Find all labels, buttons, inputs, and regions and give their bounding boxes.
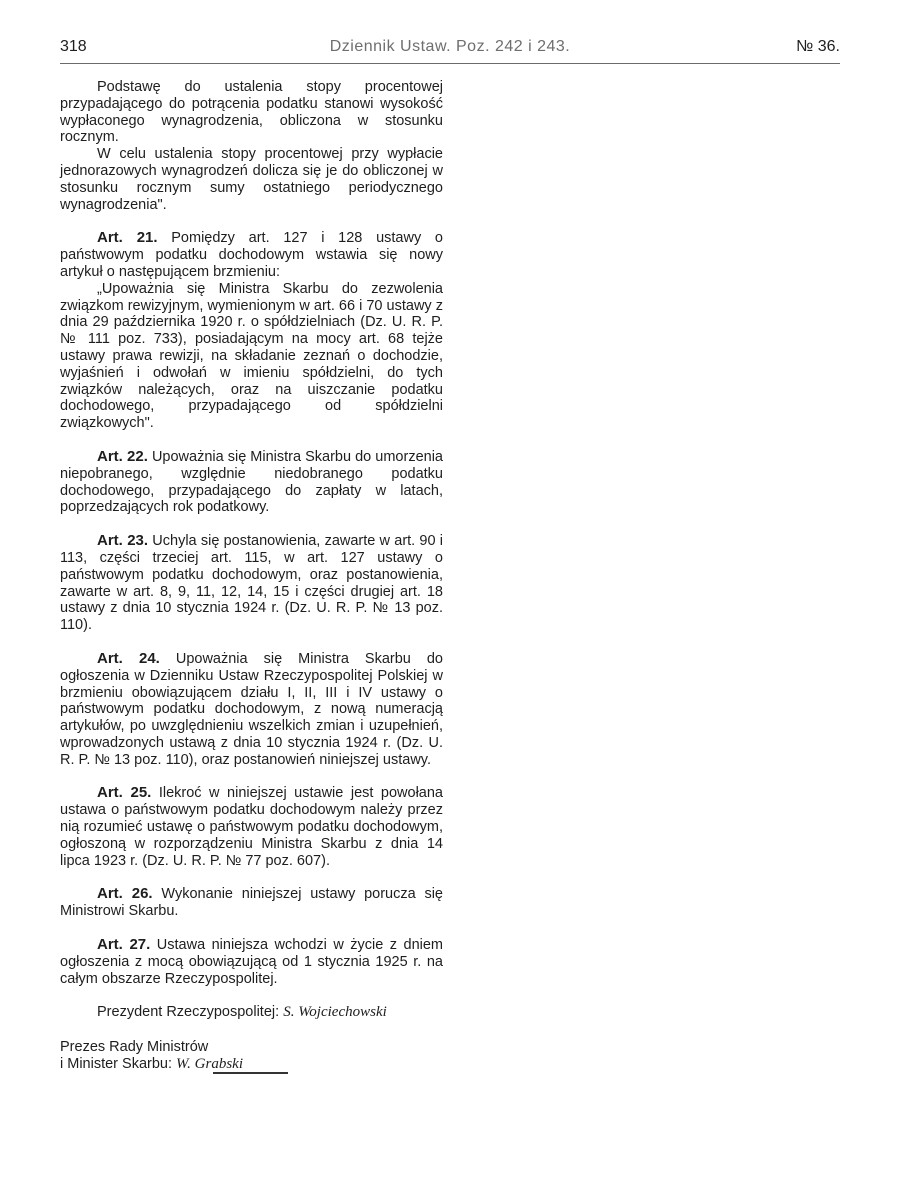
paragraph: W celu ustalenia stopy procentowej przy wypłacie jednorazowych wynagrodzeń dolicza się je do obliczonej w stosunku rocznym sumy ostatniego periodycznego wynagrodzenia". <box>60 146 443 213</box>
article-22 <box>60 449 443 516</box>
body-text <box>60 79 443 1073</box>
article-text: Ustawa niniejsza wchodzi w życie z dniem ogłoszenia z mocą obowiązującą od 1 stycznia 1925 r. na całym obszarze Rzeczypospolitej. <box>60 937 444 987</box>
article-27 <box>60 937 443 987</box>
article-26 <box>60 886 443 920</box>
signature-name: W. Grabski <box>176 1056 243 1073</box>
article-text: Upoważnia się Ministra Skarbu do umorzenia niepobranego, względnie niedobranego podatku dochodowego, przypadającego do zapłaty w latach, poprzedzających rok podatkowy. <box>60 448 443 516</box>
article-text: Pomiędzy art. 127 i 128 ustawy o państwowym podatku dochodowym wstawia się nowy artykuł o następującem brzmieniu: <box>60 230 443 280</box>
president-signature <box>60 1004 443 1021</box>
article-label: Art. 25. <box>97 784 152 802</box>
paragraph: Podstawę do ustalenia stopy procentowej przypadającego do potrącenia podatku stanowi wysokość wypłaconego wynagrodzenia, obliczona w stosunku rocznym. <box>60 79 443 146</box>
premier-title: Prezes Rady Ministrów <box>60 1039 209 1056</box>
article-text: Upoważnia się Ministra Skarbu do ogłoszenia w Dzienniku Ustaw Rzeczypospolitej Polskiej w brzmieniu obowiązującem działu I, II, III i IV ustawy o państwowym podatku dochodowym, z nową numeracją artykułów, po uwzględnieniu wszelkich zmian i uzupełnień, wprowadzonych ustawą z dnia 10 stycznia 1924 r. (Dz. U. R. P. № 13 poz. 110), oraz postanowień niniejszej ustawy. <box>60 650 443 768</box>
article-label: Art. 23. <box>97 532 149 550</box>
signature-label: Prezydent Rzeczypospolitej: <box>97 1004 280 1021</box>
issue-number: № 36. <box>796 38 840 55</box>
article-label: Art. 26. <box>97 885 153 903</box>
article-text: Ilekroć w niniejszej ustawie jest powołana ustawa o państwowym podatku dochodowym należy przez nią rozumieć ustawę o państwowym podatku dochodowym, ogłoszoną w rozporządzeniu Ministra Skarbu z dnia 14 lipca 1923 r. (Dz. U. R. P. № 77 poz. 607). <box>60 785 443 869</box>
article-24 <box>60 651 443 769</box>
article-label: Art. 22. <box>97 447 148 465</box>
article-23 <box>60 533 443 634</box>
journal-title: Dziennik Ustaw. Poz. 242 i 243. <box>329 38 571 55</box>
article-25 <box>60 785 443 869</box>
signature-label: i Minister Skarbu: <box>60 1056 173 1073</box>
closing-rule <box>213 1072 288 1074</box>
page-number: 318 <box>60 38 87 55</box>
quoted-article: „Upoważnia się Ministra Skarbu do zezwolenia związkom rewizyjnym, wymienionym w art. 66 i 70 ustawy z dnia 29 października 1920 r. o spółdzielniach (Dz. U. R. P. № 111 poz. 733), posiadającym na mocy art. 68 tejże ustawy prawa rewizji, na składanie zeznań o dochodzie, wyjaśnień i odwołań w imieniu spółdzielni, do tych związków należących, oraz na uiszczanie podatku dochodowego, przypadającego od spółdzielni związkowych". <box>60 280 443 432</box>
signature-name: S. Wojciechowski <box>283 1004 387 1021</box>
article-label: Art. 27. <box>97 936 151 954</box>
header-rule <box>60 63 840 64</box>
article-label: Art. 21. <box>97 229 158 247</box>
article-text: Wykonanie niniejszej ustawy porucza się Ministrowi Skarbu. <box>60 886 443 920</box>
article-21 <box>60 230 443 280</box>
article-label: Art. 24. <box>97 649 160 667</box>
article-text: Uchyla się postanowienia, zawarte w art. 90 i 113, części trzeciej art. 115, w art. 127 ustawy o państwowym podatku dochodowym, oraz postanowienia, zawarte w art. 8, 9, 11, 12, 14, 15 i części drugiej art. 18 ustawy z dnia 10 stycznia 1924 r. (Dz. U. R. P. № 13 poz. 110). <box>60 533 444 634</box>
page-header <box>60 38 840 60</box>
premier-signature <box>60 1056 443 1073</box>
